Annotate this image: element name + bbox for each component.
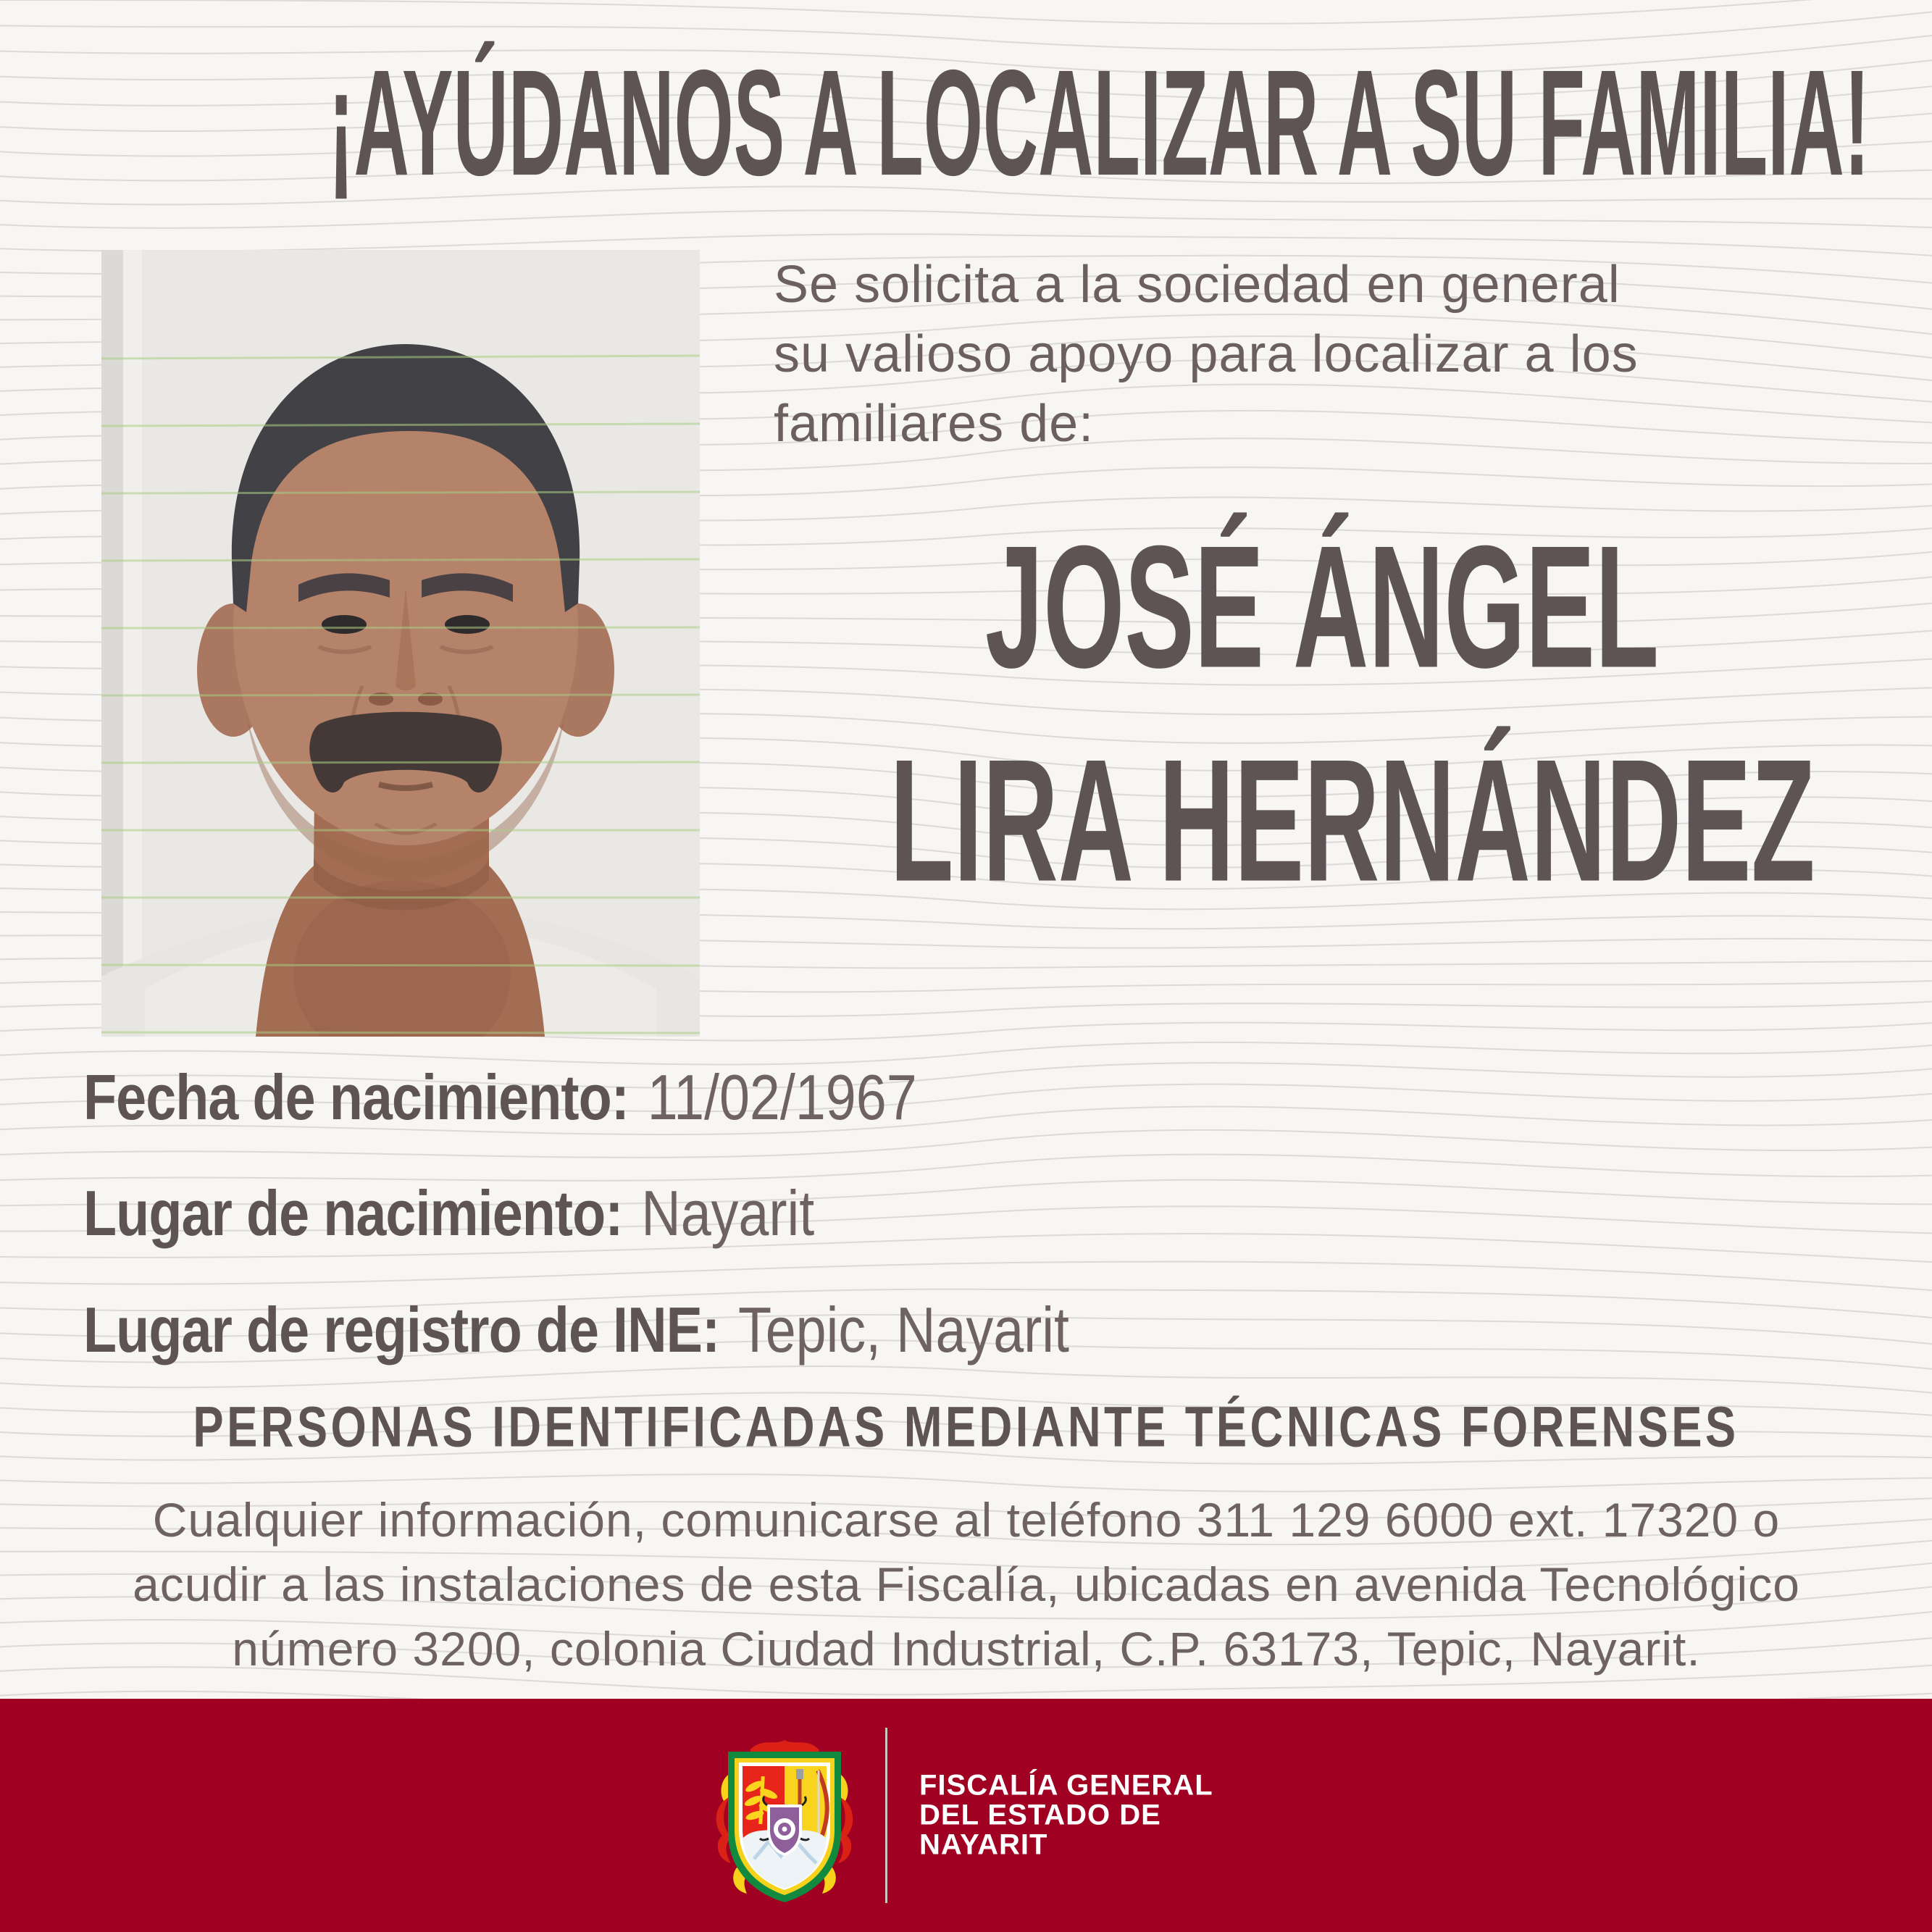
detail-value: Nayarit bbox=[641, 1178, 815, 1250]
intro-line: familiares de: bbox=[774, 394, 1095, 453]
detail-label: Lugar de registro de INE: bbox=[83, 1294, 720, 1366]
detail-label: Lugar de nacimiento: bbox=[83, 1178, 623, 1250]
contact-line: acudir a las instalaciones de esta Fiscalía, ubicadas en avenida Tecnológico bbox=[133, 1557, 1800, 1612]
detail-value: 11/02/1967 bbox=[647, 1062, 917, 1134]
person-photo bbox=[101, 250, 700, 1037]
details-list bbox=[83, 1061, 1155, 1410]
identified-line: PERSONAS IDENTIFICADAS MEDIANTE TÉCNICAS FORENSES bbox=[193, 1395, 1739, 1460]
detail-row-birthdate bbox=[83, 1061, 1069, 1135]
detail-value: Tepic, Nayarit bbox=[738, 1294, 1069, 1366]
intro-text bbox=[774, 251, 1639, 459]
footer-divider bbox=[885, 1728, 887, 1903]
agency-name-line2: DEL ESTADO DE bbox=[919, 1799, 1161, 1831]
detail-row-birthplace bbox=[83, 1177, 1069, 1251]
agency-name-line1: FISCALÍA GENERAL bbox=[919, 1769, 1213, 1802]
intro-line: su valioso apoyo para localizar a los bbox=[774, 325, 1639, 383]
contact-paragraph bbox=[75, 1488, 1857, 1681]
nayarit-coat-of-arms bbox=[712, 1730, 857, 1907]
portrait-illustration bbox=[101, 250, 700, 1037]
detail-row-ine-registry bbox=[83, 1294, 1069, 1368]
agency-name bbox=[919, 1771, 1213, 1860]
contact-line: número 3200, colonia Ciudad Industrial, C.P. 63173, Tepic, Nayarit. bbox=[232, 1622, 1701, 1676]
person-name-line1: JOSÉ ÁNGEL bbox=[984, 510, 1660, 705]
agency-name-line3: NAYARIT bbox=[919, 1828, 1048, 1861]
contact-line: Cualquier información, comunicarse al teléfono 311 129 6000 ext. 17320 o bbox=[152, 1493, 1781, 1547]
footer-bar bbox=[0, 1699, 1932, 1932]
person-name-line2: LIRA HERNÁNDEZ bbox=[890, 724, 1815, 919]
headline: ¡AYÚDANOS A LOCALIZAR A SU FAMILIA! bbox=[328, 38, 1870, 207]
intro-line: Se solicita a la sociedad en general bbox=[774, 256, 1621, 314]
detail-label: Fecha de nacimiento: bbox=[83, 1062, 629, 1134]
